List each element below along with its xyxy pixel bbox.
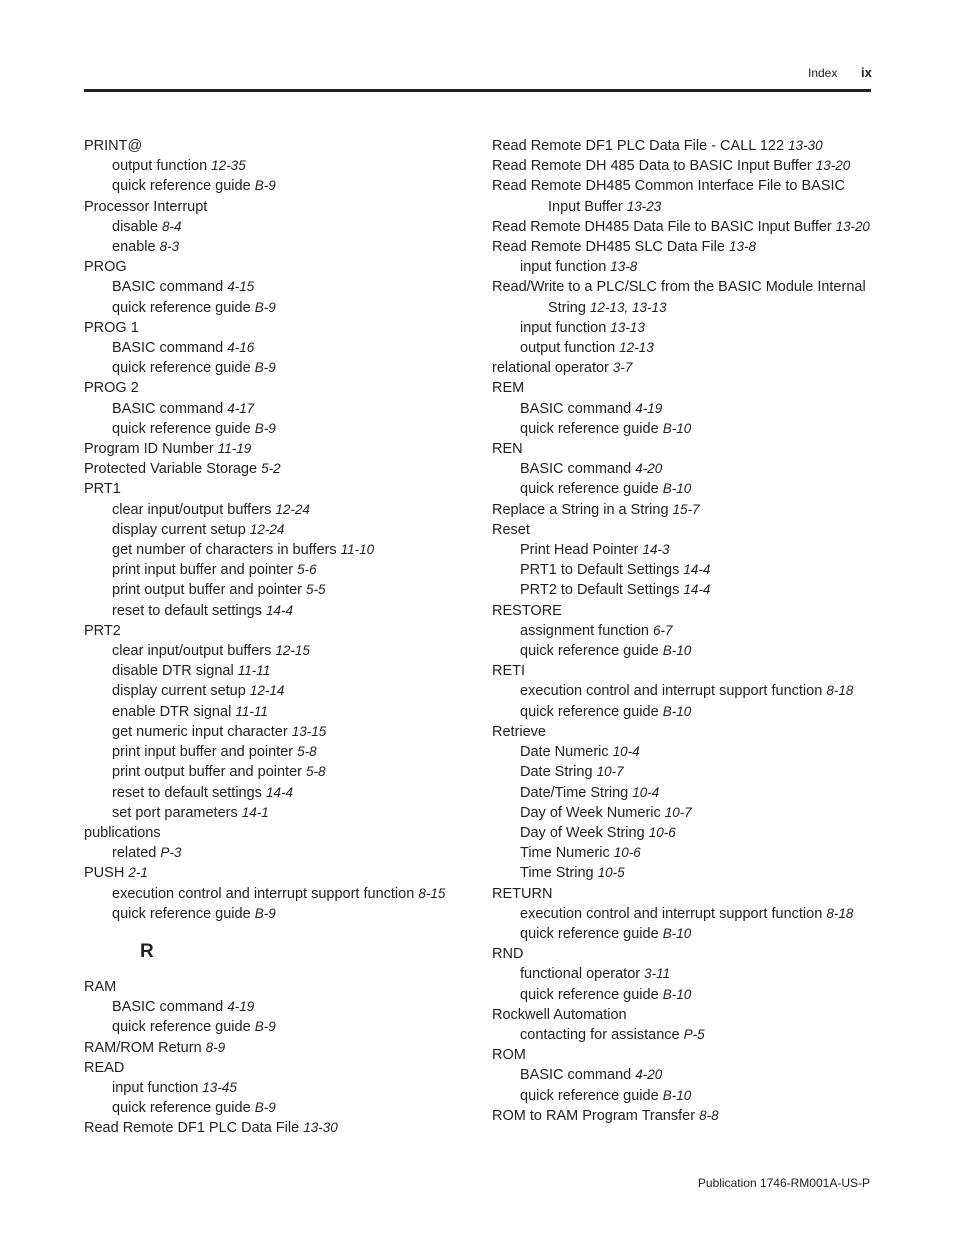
entry-term: Day of Week String (520, 824, 645, 841)
entry-page-reference: P-3 (160, 845, 182, 861)
entry-term: print input buffer and pointer (112, 562, 294, 579)
entry-term: Program ID Number (84, 441, 214, 458)
entry-term: PRT2 to Default Settings (520, 582, 680, 599)
entry-page-reference: 14-4 (265, 784, 293, 800)
index-entry (492, 237, 870, 257)
index-subentry (84, 560, 484, 580)
entry-term: assignment function (520, 622, 649, 639)
index-subentry (84, 783, 484, 803)
index-subentry (492, 257, 870, 277)
entry-page-reference: 8-18 (826, 905, 854, 921)
entry-page-reference: B-9 (254, 178, 276, 194)
entry-page-reference: 12-35 (211, 158, 246, 174)
index-entry (492, 156, 870, 176)
entry-page-reference: B-9 (254, 905, 276, 921)
entry-term: BASIC command (520, 400, 632, 417)
entry-term: output function (112, 158, 208, 175)
entry-term: get numeric input character (112, 723, 288, 740)
index-subentry (84, 1098, 484, 1118)
entry-term: execution control and interrupt support function (112, 885, 415, 902)
header-rule (84, 89, 871, 92)
entry-term: quick reference guide (112, 1100, 251, 1117)
index-subentry (492, 783, 870, 803)
index-subentry (84, 641, 484, 661)
entry-term: Read Remote DH 485 Data to BASIC Input Buffer (492, 158, 812, 175)
index-subentry (84, 661, 484, 681)
entry-page-reference: 12-13 (619, 340, 654, 356)
entry-term: PRINT@ (84, 138, 143, 154)
entry-page-reference: 4-17 (227, 400, 255, 416)
index-subentry (492, 641, 870, 661)
entry-term: ROM to RAM Program Transfer (492, 1107, 696, 1124)
entry-term: clear input/output buffers (112, 643, 272, 660)
index-subentry (84, 399, 484, 419)
index-subentry (84, 419, 484, 439)
entry-term: input function (520, 259, 607, 276)
index-entry (84, 1118, 484, 1138)
index-entry (84, 863, 484, 883)
entry-term: RAM/ROM Return (84, 1039, 202, 1056)
entry-page-reference: 3-11 (644, 966, 671, 982)
index-subentry (84, 520, 484, 540)
entry-term: RAM (84, 978, 117, 995)
index-entry (84, 197, 484, 217)
entry-term: Replace a String in a String (492, 501, 669, 518)
index-entry (492, 500, 870, 520)
index-entry (492, 136, 870, 156)
index-entry (492, 1005, 870, 1025)
entry-page-reference: 14-4 (265, 602, 293, 618)
entry-term: clear input/output buffers (112, 501, 272, 518)
index-subentry (84, 338, 484, 358)
entry-page-reference: 12-13, 13-13 (589, 299, 667, 315)
entry-term: RESTORE (492, 602, 562, 619)
index-subentry (492, 338, 870, 358)
publication-footer: Publication 1746-RM001A-US-P (697, 1176, 870, 1190)
entry-term: disable (112, 218, 158, 235)
index-entry (492, 439, 870, 459)
entry-term: enable (112, 239, 156, 256)
entry-term: ROM (492, 1047, 526, 1064)
entry-page-reference: 10-4 (632, 784, 660, 800)
index-subentry (492, 1025, 870, 1045)
index-entry (492, 277, 870, 317)
entry-term: enable DTR signal (112, 703, 232, 720)
entry-term: display current setup (112, 683, 246, 700)
entry-term: REN (492, 441, 523, 458)
index-subentry (84, 722, 484, 742)
entry-page-reference: 8-3 (159, 239, 180, 255)
entry-page-reference: 4-19 (635, 400, 663, 416)
entry-page-reference: 14-3 (642, 542, 670, 558)
entry-page-reference: 5-8 (297, 744, 317, 760)
entry-page-reference: 13-15 (291, 723, 327, 739)
index-subentry (84, 681, 484, 701)
entry-term: PRT1 to Default Settings (520, 562, 680, 579)
index-subentry (492, 964, 870, 984)
entry-page-reference: B-10 (662, 420, 692, 436)
entry-term: Date Numeric (520, 744, 609, 761)
entry-term: Day of Week Numeric (520, 804, 661, 821)
entry-page-reference: 13-23 (626, 198, 662, 214)
entry-term: quick reference guide (112, 299, 251, 316)
entry-term: quick reference guide (520, 481, 659, 498)
entry-term: Rockwell Automation (492, 1006, 627, 1023)
entry-term: REM (492, 380, 525, 397)
entry-term: PROG 1 (84, 319, 139, 336)
entry-page-reference: 10-4 (612, 744, 640, 760)
entry-page-reference: 13-8 (610, 259, 638, 275)
entry-term: Time Numeric (520, 845, 610, 862)
entry-page-reference: 15-7 (672, 501, 700, 517)
entry-page-reference: B-9 (254, 420, 276, 436)
entry-page-reference: 4-16 (227, 340, 255, 356)
entry-page-reference: B-10 (662, 1087, 692, 1103)
entry-page-reference: 12-15 (275, 643, 310, 659)
entry-term: PRT1 (84, 481, 121, 498)
index-subentry (84, 1017, 484, 1037)
entry-term: quick reference guide (520, 643, 659, 660)
index-entry (84, 439, 484, 459)
entry-page-reference: 14-4 (683, 562, 711, 578)
index-entry (84, 257, 484, 277)
entry-page-reference: 14-1 (241, 804, 269, 820)
entry-page-reference: B-9 (254, 1019, 276, 1035)
entry-page-reference: 13-20 (835, 218, 870, 234)
index-entry (84, 136, 484, 156)
index-subentry (84, 997, 484, 1017)
index-subentry (492, 1086, 870, 1106)
entry-page-reference: 8-4 (161, 218, 182, 234)
entry-page-reference: B-10 (662, 703, 692, 719)
entry-term: BASIC command (112, 999, 224, 1016)
entry-term: related (112, 845, 157, 862)
index-entry (84, 823, 484, 843)
entry-page-reference: 4-15 (227, 279, 255, 295)
entry-term: Read Remote DF1 PLC Data File (84, 1120, 300, 1137)
entry-page-reference: 4-19 (227, 999, 255, 1015)
entry-page-reference: 8-18 (826, 683, 854, 699)
index-subentry (84, 176, 484, 196)
entry-page-reference: 12-24 (249, 521, 285, 537)
entry-term: quick reference guide (112, 360, 251, 377)
entry-term: Reset (492, 521, 530, 538)
index-subentry (492, 924, 870, 944)
index-subentry (492, 479, 870, 499)
index-subentry (492, 621, 870, 641)
index-subentry (492, 702, 870, 722)
entry-page-reference: 8-8 (699, 1107, 719, 1123)
index-subentry (492, 540, 870, 560)
entry-page-reference: 11-11 (237, 663, 271, 679)
index-subentry (492, 459, 870, 479)
entry-page-reference: 11-10 (340, 542, 375, 558)
entry-term: contacting for assistance (520, 1026, 680, 1043)
entry-term: quick reference guide (520, 986, 659, 1003)
entry-term: BASIC command (520, 1067, 632, 1084)
index-entry (84, 977, 484, 997)
entry-page-reference: 11-19 (217, 441, 252, 457)
index-subentry (492, 803, 870, 823)
index-subentry (492, 863, 870, 883)
running-header-page-number: ix (861, 65, 872, 80)
entry-term: RND (492, 946, 524, 963)
entry-term: get number of characters in buffers (112, 542, 337, 559)
entry-page-reference: B-10 (662, 986, 692, 1002)
entry-page-reference: B-9 (254, 299, 276, 315)
index-entry (492, 217, 870, 237)
index-entry (492, 944, 870, 964)
running-header-section: Index (808, 66, 838, 80)
index-subentry (84, 277, 484, 297)
entry-term: print output buffer and pointer (112, 764, 302, 781)
entry-term: Read Remote DH485 Common Interface File to BASIC Input Buffer (492, 178, 845, 215)
index-subentry (84, 358, 484, 378)
index-entry (492, 520, 870, 540)
entry-page-reference: 5-5 (306, 582, 326, 598)
entry-page-reference: 10-7 (596, 764, 624, 780)
index-subentry (492, 318, 870, 338)
index-entry (492, 176, 870, 216)
index-subentry (84, 702, 484, 722)
entry-term: print input buffer and pointer (112, 744, 294, 761)
index-entry (492, 601, 870, 621)
index-section-letter: R (140, 940, 154, 962)
entry-term: Read/Write to a PLC/SLC from the BASIC Module Internal String (492, 279, 866, 316)
entry-page-reference: 14-4 (683, 582, 711, 598)
index-entry (492, 884, 870, 904)
entry-page-reference: 5-6 (297, 562, 317, 578)
index-entry (84, 1038, 484, 1058)
index-entry (492, 722, 870, 742)
index-entry (492, 1045, 870, 1065)
index-subentry (84, 217, 484, 237)
entry-page-reference: P-5 (683, 1026, 705, 1042)
index-entry (84, 1058, 484, 1078)
index-subentry (492, 1065, 870, 1085)
entry-page-reference: B-9 (254, 1100, 276, 1116)
entry-page-reference: B-10 (662, 481, 692, 497)
index-subentry (492, 762, 870, 782)
index-subentry (84, 298, 484, 318)
entry-term: RETURN (492, 885, 553, 902)
index-subentry (492, 681, 870, 701)
entry-term: relational operator (492, 360, 609, 377)
entry-page-reference: 10-6 (613, 845, 641, 861)
entry-term: Date/Time String (520, 784, 629, 801)
entry-term: PUSH (84, 865, 125, 882)
index-subentry (84, 843, 484, 863)
entry-term: output function (520, 340, 616, 357)
entry-page-reference: 5-2 (261, 461, 281, 477)
index-subentry (84, 1078, 484, 1098)
entry-term: quick reference guide (520, 703, 659, 720)
entry-term: quick reference guide (112, 420, 251, 437)
entry-term: quick reference guide (112, 1019, 251, 1036)
entry-page-reference: B-9 (254, 360, 276, 376)
index-entry (492, 378, 870, 398)
index-entry (492, 1106, 870, 1126)
entry-page-reference: 13-20 (815, 158, 851, 174)
index-column-right (492, 136, 870, 1126)
entry-term: display current setup (112, 521, 246, 538)
index-subentry (84, 742, 484, 762)
entry-term: input function (520, 319, 607, 336)
entry-term: print output buffer and pointer (112, 582, 302, 599)
index-subentry (492, 580, 870, 600)
index-subentry (84, 884, 484, 904)
entry-page-reference: 4-20 (635, 1067, 663, 1083)
index-entry (84, 459, 484, 479)
index-subentry (492, 904, 870, 924)
index-subentry (84, 580, 484, 600)
entry-term: Time String (520, 865, 594, 882)
entry-term: BASIC command (520, 461, 632, 478)
entry-page-reference: B-10 (662, 925, 692, 941)
entry-term: Processor Interrupt (84, 198, 208, 215)
entry-page-reference: 12-14 (249, 683, 285, 699)
entry-page-reference: 13-30 (788, 138, 823, 153)
entry-term: reset to default settings (112, 784, 262, 801)
entry-page-reference: 10-7 (664, 804, 692, 820)
entry-term: BASIC command (112, 340, 224, 357)
entry-page-reference: 5-8 (306, 764, 326, 780)
entry-term: quick reference guide (112, 178, 251, 195)
index-subentry (84, 500, 484, 520)
index-subentry (492, 419, 870, 439)
entry-term: quick reference guide (112, 905, 251, 922)
index-subentry (84, 156, 484, 176)
entry-term: quick reference guide (520, 1087, 659, 1104)
index-subentry (492, 985, 870, 1005)
entry-term: execution control and interrupt support function (520, 683, 823, 700)
entry-term: PRT2 (84, 622, 121, 639)
index-column-left (84, 136, 484, 1139)
entry-page-reference: 3-7 (612, 360, 633, 376)
entry-term: Read Remote DH485 SLC Data File (492, 239, 725, 256)
index-entry (84, 621, 484, 641)
entry-page-reference: 13-45 (202, 1079, 237, 1095)
entry-page-reference: 10-6 (648, 824, 676, 840)
entry-page-reference: 10-5 (597, 865, 625, 881)
index-subentry (84, 803, 484, 823)
entry-page-reference: 4-20 (635, 461, 663, 477)
entry-page-reference: 13-30 (303, 1120, 338, 1136)
entry-page-reference: 11-11 (235, 703, 268, 719)
entry-page-reference: 13-8 (728, 239, 756, 255)
entry-term: execution control and interrupt support function (520, 905, 823, 922)
index-entry (492, 358, 870, 378)
entry-term: PROG 2 (84, 380, 139, 397)
entry-page-reference: 13-13 (610, 319, 645, 335)
entry-term: disable DTR signal (112, 663, 234, 680)
index-entry (492, 661, 870, 681)
entry-term: BASIC command (112, 279, 224, 296)
index-subentry (84, 601, 484, 621)
index-subentry (492, 399, 870, 419)
entry-term: Read Remote DF1 PLC Data File - CALL 122 (492, 138, 785, 154)
index-subentry (492, 742, 870, 762)
index-subentry (84, 540, 484, 560)
index-subentry (492, 843, 870, 863)
entry-page-reference: 2-1 (128, 865, 148, 881)
entry-term: publications (84, 824, 161, 841)
entry-term: Print Head Pointer (520, 542, 639, 559)
entry-page-reference: 12-24 (275, 501, 310, 517)
entry-term: RETI (492, 663, 526, 680)
index-subentry (84, 762, 484, 782)
entry-term: PROG (84, 259, 127, 276)
entry-term: quick reference guide (520, 420, 659, 437)
entry-term: set port parameters (112, 804, 238, 821)
entry-term: Retrieve (492, 723, 546, 740)
entry-term: input function (112, 1079, 199, 1096)
entry-page-reference: B-10 (662, 643, 692, 659)
index-entry (84, 378, 484, 398)
entry-page-reference: 8-15 (418, 885, 446, 901)
index-subentry (84, 237, 484, 257)
entry-term: Protected Variable Storage (84, 461, 258, 478)
entry-term: reset to default settings (112, 602, 262, 619)
index-subentry (492, 823, 870, 843)
entry-term: quick reference guide (520, 925, 659, 942)
index-entry (84, 479, 484, 499)
entry-page-reference: 8-9 (205, 1039, 226, 1055)
entry-page-reference: 6-7 (653, 622, 673, 638)
index-subentry (84, 904, 484, 924)
entry-term: READ (84, 1059, 125, 1076)
entry-term: Date String (520, 764, 593, 781)
index-entry (84, 318, 484, 338)
entry-term: Read Remote DH485 Data File to BASIC Input Buffer (492, 218, 832, 235)
entry-term: functional operator (520, 966, 641, 983)
index-subentry (492, 560, 870, 580)
entry-term: BASIC command (112, 400, 224, 417)
